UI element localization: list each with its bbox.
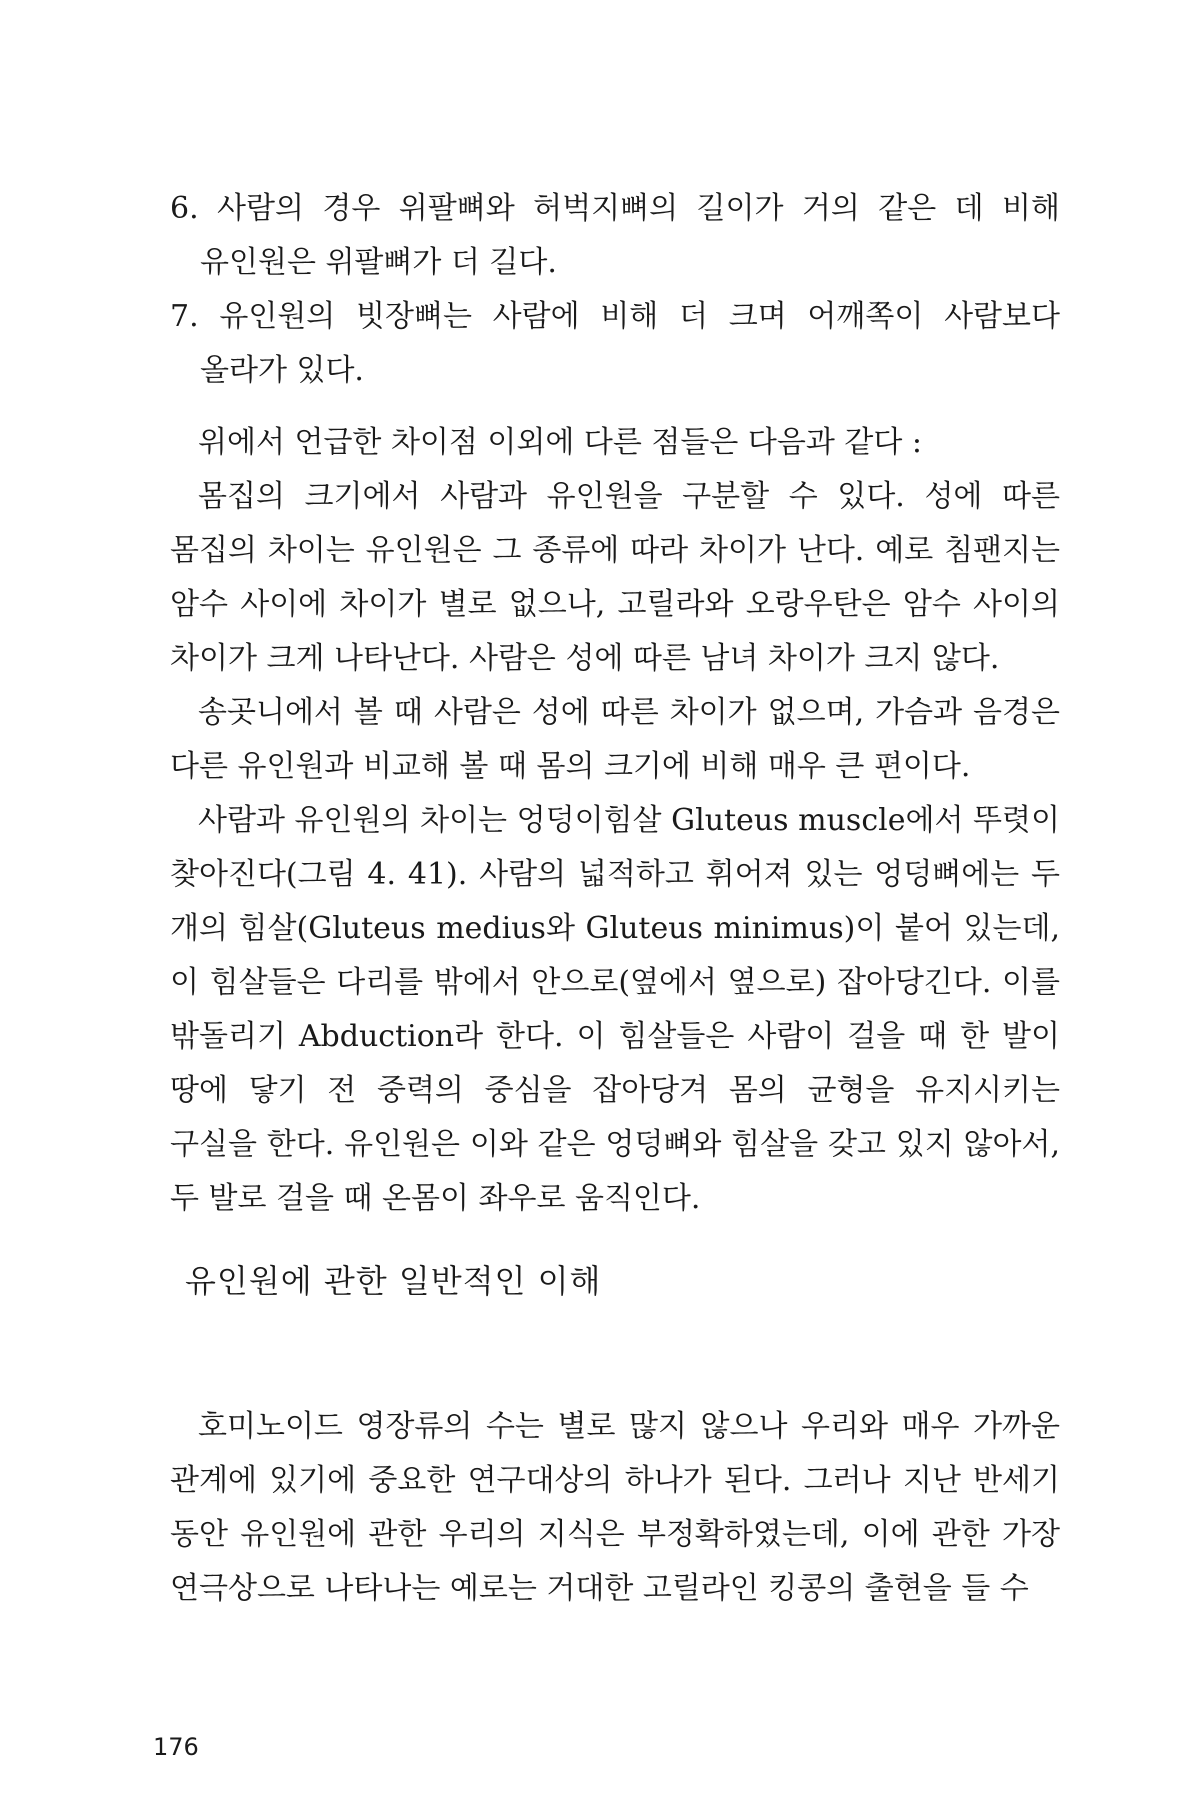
paragraph-canines: 송곳니에서 볼 때 사람은 성에 따른 차이가 없으며, 가슴과 음경은 다른 유인원과 비교해 볼 때 몸의 크기에 비해 매우 큰 편이다. xyxy=(170,695,1060,784)
numbered-list xyxy=(170,182,1060,398)
list-item-6: 6. 사람의 경우 위팔뼈와 허벅지뼈의 길이가 거의 같은 데 비해 유인원은 위팔뼈가 더 길다. xyxy=(170,191,1060,280)
page-number: 176 xyxy=(153,1733,199,1761)
paragraph-intro: 위에서 언급한 차이점 이외에 다른 점들은 다음과 같다 : xyxy=(198,425,922,460)
paragraph-gluteus: 사람과 유인원의 차이는 엉덩이힘살 Gluteus muscle에서 뚜렷이 찾아진다(그림 4. 41). 사람의 넓적하고 휘어져 있는 엉덩뼈에는 두 개의 힘살(Gluteus medius와 Gluteus minimus)이 붙어 있는데, 이 힘살들은 다리를 밖에서 안으로(옆에서 옆으로) 잡아당긴다. 이를 밖돌리기 Abduction라 한다. 이 힘살들은 사람이 걸을 때 한 발이 땅에 닿기 전 중력의 중심을 잡아당겨 몸의 균형을 유지시키는 구실을 한다. 유인원은 이와 같은 엉덩뼈와 힘살을 갖고 있지 않아서, 두 발로 걸을 때 온몸이 좌우로 움직인다. xyxy=(170,803,1061,1216)
paragraph-hominoid: 호미노이드 영장류의 수는 별로 많지 않으나 우리와 매우 가까운 관계에 있기에 중요한 연구대상의 하나가 된다. 그러나 지난 반세기 동안 유인원에 관한 우리의 지식은 부정확하였는데, 이에 관한 가장 연극상으로 나타나는 예로는 거대한 고릴라인 킹콩의 출현을 들 수 xyxy=(170,1409,1060,1606)
paragraph-body-size: 몸집의 크기에서 사람과 유인원을 구분할 수 있다. 성에 따른 몸집의 차이는 유인원은 그 종류에 따라 차이가 난다. 예로 침팬지는 암수 사이에 차이가 별로 없으나, 고릴라와 오랑우탄은 암수 사이의 차이가 크게 나타난다. 사람은 성에 따른 남녀 차이가 크지 않다. xyxy=(170,479,1060,676)
section-body xyxy=(170,1400,1060,1616)
list-item-7: 7. 유인원의 빗장뼈는 사람에 비해 더 크며 어깨쪽이 사람보다 올라가 있다. xyxy=(170,299,1060,388)
body-text xyxy=(170,416,1060,1226)
section-heading: 유인원에 관한 일반적인 이해 xyxy=(185,1262,602,1300)
